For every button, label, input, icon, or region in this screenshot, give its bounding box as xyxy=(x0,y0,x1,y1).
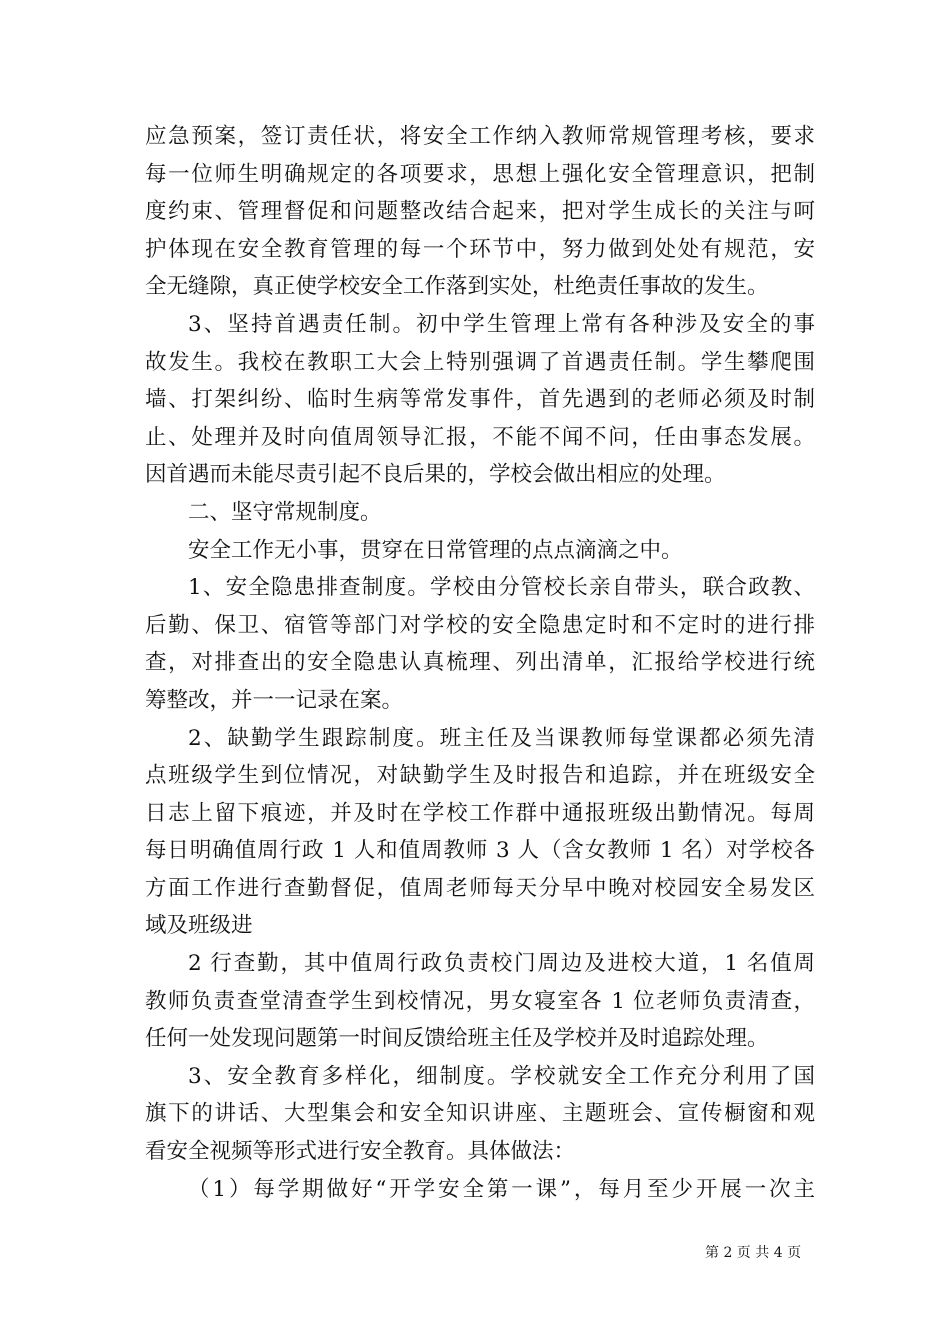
text-line: 点班级学生到位情况，对缺勤学生及时报告和追踪，并在班级安全 xyxy=(145,763,815,789)
text-line: 度约束、管理督促和问题整改结合起来，把对学生成长的关注与呵 xyxy=(145,199,815,225)
text-line: 任何一处发现问题第一时间反馈给班主任及学校并及时追踪处理。 xyxy=(145,1026,769,1052)
text-line: 看安全视频等形式进行安全教育。具体做法： xyxy=(145,1139,576,1165)
text-line: 2 行查勤，其中值周行政负责校门周边及进校大道，1 名值周 xyxy=(188,951,815,977)
text-line: 故发生。我校在教职工大会上特别强调了首遇责任制。学生攀爬围 xyxy=(145,349,815,375)
text-line: 后勤、保卫、宿管等部门对学校的安全隐患定时和不定时的进行排 xyxy=(145,612,815,638)
text-line: 二、坚守常规制度。 xyxy=(188,499,382,525)
text-line: （1）每学期做好“开学安全第一课”，每月至少开展一次主 xyxy=(188,1176,815,1202)
text-line: 3、安全教育多样化，细制度。学校就安全工作充分利用了国 xyxy=(188,1063,815,1089)
text-line: 止、处理并及时向值周领导汇报，不能不闻不问，任由事态发展。 xyxy=(145,424,815,450)
text-line: 因首遇而未能尽责引起不良后果的，学校会做出相应的处理。 xyxy=(145,462,726,488)
text-line: 应急预案，签订责任状，将安全工作纳入教师常规管理考核，要求 xyxy=(145,124,815,149)
text-line: 日志上留下痕迹，并及时在学校工作群中通报班级出勤情况。每周 xyxy=(145,800,815,826)
text-line: 全无缝隙，真正使学校安全工作落到实处，杜绝责任事故的发生。 xyxy=(145,274,769,300)
text-line: 旗下的讲话、大型集会和安全知识讲座、主题班会、宣传橱窗和观 xyxy=(145,1101,815,1127)
text-line: 3、坚持首遇责任制。初中学生管理上常有各种涉及安全的事 xyxy=(188,311,815,337)
text-line: 域及班级进 xyxy=(145,913,253,939)
text-line: 每日明确值周行政 1 人和值周教师 3 人（含女教师 1 名）对学校各 xyxy=(145,838,815,864)
text-line: 2、缺勤学生跟踪制度。班主任及当课教师每堂课都必须先清 xyxy=(188,725,815,751)
text-line: 查，对排查出的安全隐患认真梳理、列出清单，汇报给学校进行统 xyxy=(145,650,815,676)
text-line: 教师负责查堂清查学生到校情况，男女寝室各 1 位老师负责清查， xyxy=(145,988,815,1014)
page-number-footer: 第 2 页 共 4 页 xyxy=(705,1245,802,1261)
text-line: 墙、打架纠纷、临时生病等常发事件，首先遇到的老师必须及时制 xyxy=(145,387,815,413)
document-body xyxy=(145,118,815,1208)
text-line: 每一位师生明确规定的各项要求，思想上强化安全管理意识，把制 xyxy=(145,161,815,187)
text-line: 方面工作进行查勤督促，值周老师每天分早中晚对校园安全易发区 xyxy=(145,875,815,901)
text-line: 筹整改，并一一记录在案。 xyxy=(145,687,404,713)
text-line: 护体现在安全教育管理的每一个环节中，努力做到处处有规范，安 xyxy=(145,236,815,262)
text-line: 1、安全隐患排查制度。学校由分管校长亲自带头，联合政教、 xyxy=(188,575,815,601)
text-line: 安全工作无小事，贯穿在日常管理的点点滴滴之中。 xyxy=(188,537,683,563)
